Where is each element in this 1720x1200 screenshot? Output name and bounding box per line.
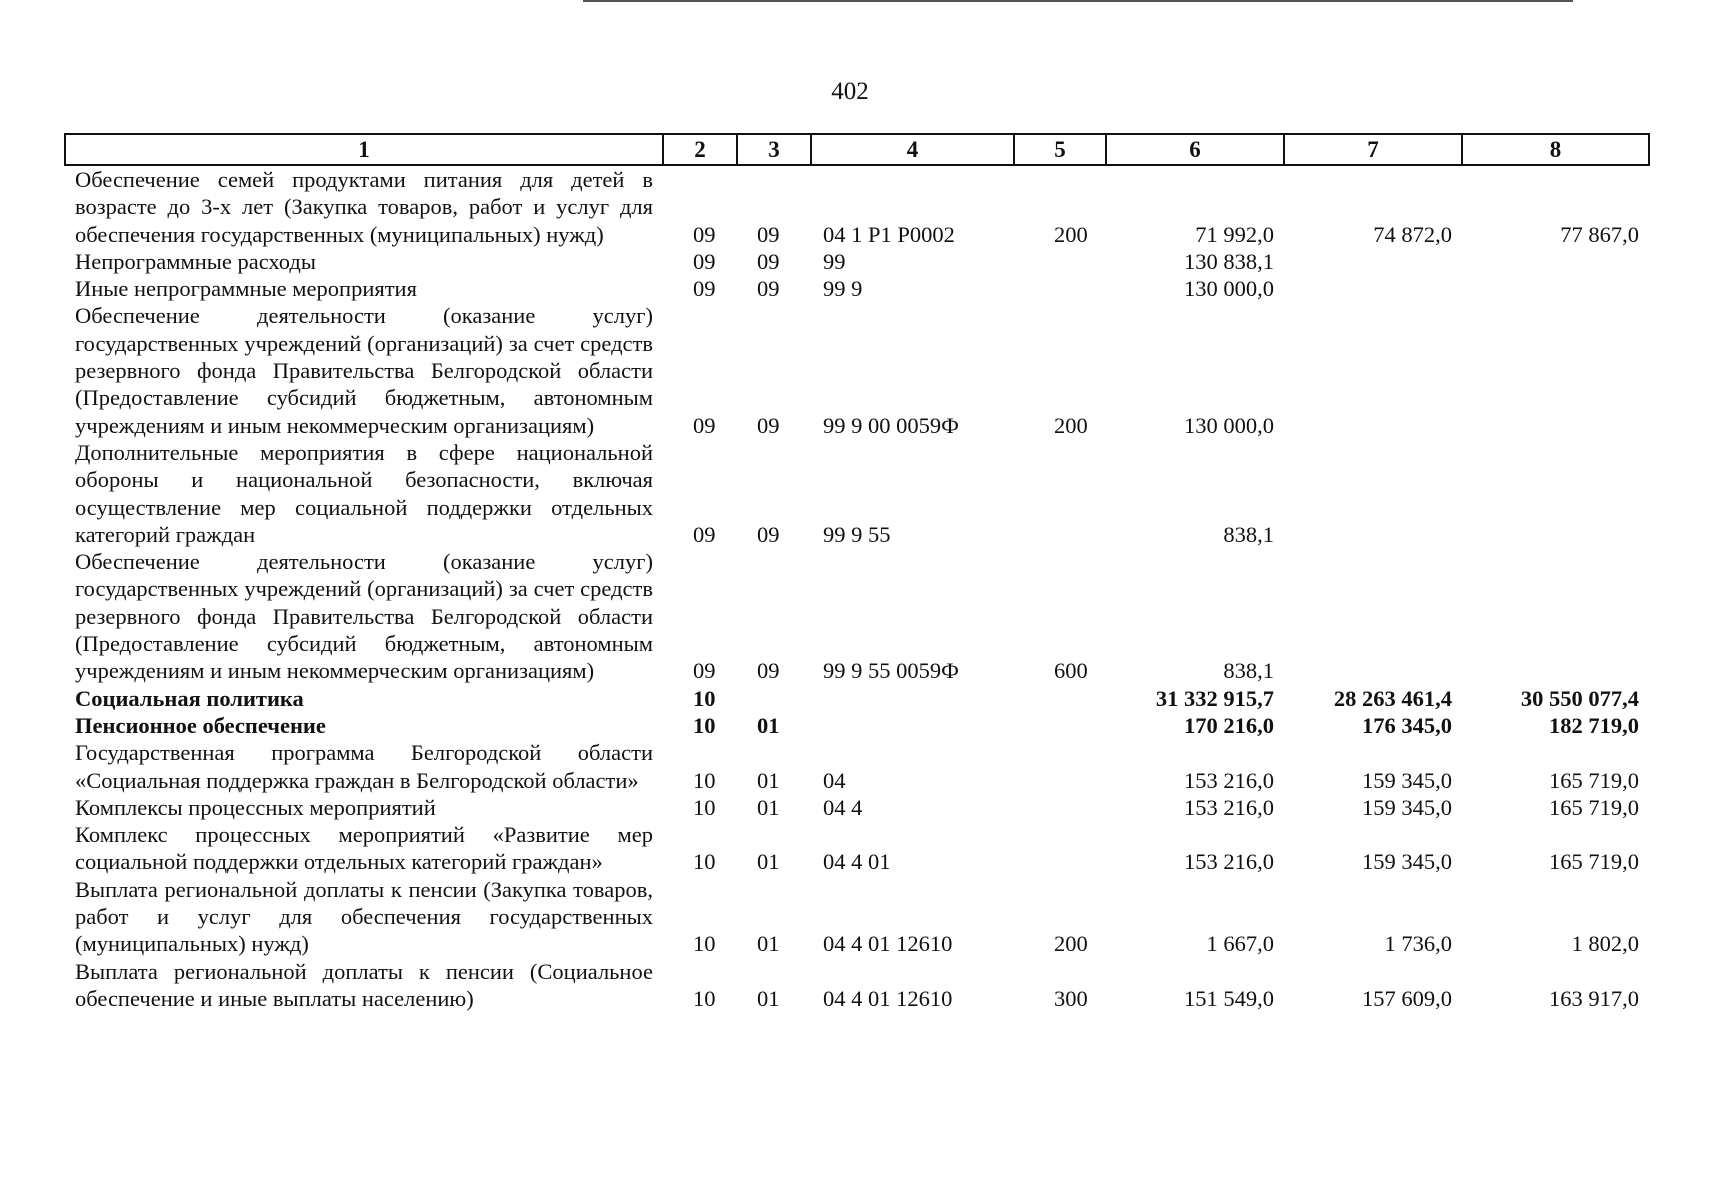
column-header: 1 xyxy=(65,134,663,165)
amount-col-6: 71 992,0 xyxy=(1195,221,1274,247)
target-article-code: 99 9 xyxy=(823,276,863,302)
target-article-code: 99 9 00 0059Ф xyxy=(823,412,959,438)
amount-col-6: 838,1 xyxy=(1223,658,1274,684)
section-code: 10 xyxy=(693,712,716,738)
row-description: Пенсионное обеспечение xyxy=(75,712,326,738)
subsection-code xyxy=(737,685,811,712)
amount-col-7: 157 609,0 xyxy=(1362,985,1452,1011)
subsection-code: 09 xyxy=(757,521,780,547)
amount-col-6: 31 332 915,7 xyxy=(1155,685,1274,711)
table-row xyxy=(65,548,1649,684)
expense-type-code xyxy=(1014,739,1106,794)
amount-col-6: 153 216,0 xyxy=(1184,794,1274,820)
amount-col-8: 77 867,0 xyxy=(1560,221,1639,247)
amount-col-7 xyxy=(1284,439,1462,548)
section-code: 09 xyxy=(693,221,716,247)
column-header: 8 xyxy=(1462,134,1649,165)
section-code: 09 xyxy=(693,412,716,438)
target-article-code: 99 9 55 0059Ф xyxy=(823,658,959,684)
row-description: Выплата региональной доплаты к пенсии (Социальное обеспечение и иные выплаты населению) xyxy=(75,958,653,1011)
amount-col-8 xyxy=(1462,248,1649,275)
expense-type-code: 200 xyxy=(1054,221,1088,247)
subsection-code: 01 xyxy=(757,712,780,738)
expense-type-code: 200 xyxy=(1054,931,1088,957)
subsection-code: 09 xyxy=(757,412,780,438)
amount-col-8 xyxy=(1462,548,1649,684)
amount-col-6: 1 667,0 xyxy=(1206,931,1274,957)
target-article-code: 04 xyxy=(823,767,846,793)
page-number: 402 xyxy=(831,78,869,105)
section-code: 10 xyxy=(693,985,716,1011)
amount-col-7 xyxy=(1284,548,1462,684)
table-row xyxy=(65,165,1649,248)
section-code: 10 xyxy=(693,767,716,793)
row-description: Комплексы процессных мероприятий xyxy=(75,794,436,820)
expense-type-code: 200 xyxy=(1054,412,1088,438)
amount-col-6: 130 000,0 xyxy=(1184,276,1274,302)
row-description: Выплата региональной доплаты к пенсии (Закупка товаров, работ и услуг для обеспечения государственных (муниципальных) нужд) xyxy=(75,876,653,957)
amount-col-7 xyxy=(1284,275,1462,302)
table-row xyxy=(65,739,1649,794)
amount-col-6: 130 000,0 xyxy=(1184,412,1274,438)
expense-type-code xyxy=(1014,248,1106,275)
amount-col-7: 159 345,0 xyxy=(1362,794,1452,820)
amount-col-6: 170 216,0 xyxy=(1184,712,1274,738)
target-article-code: 04 1 P1 P0002 xyxy=(823,221,955,247)
column-header: 2 xyxy=(663,134,737,165)
amount-col-6: 130 838,1 xyxy=(1184,248,1274,274)
subsection-code: 09 xyxy=(757,276,780,302)
amount-col-7 xyxy=(1284,302,1462,438)
subsection-code: 09 xyxy=(757,221,780,247)
amount-col-8 xyxy=(1462,302,1649,438)
table-row xyxy=(65,876,1649,958)
row-description: Обеспечение деятельности (оказание услуг) государственных учреждений (организаций) за счет средств резервного фонда Правительства Белгородской области (Предоставление субсидий бюджетным, автономным учреждениям и иным некоммерческим организациям) xyxy=(75,303,653,438)
column-header: 7 xyxy=(1284,134,1462,165)
amount-col-7: 74 872,0 xyxy=(1373,221,1452,247)
target-article-code: 04 4 xyxy=(823,794,863,820)
table-row xyxy=(65,439,1649,548)
expense-type-code xyxy=(1014,821,1106,876)
amount-col-7: 28 263 461,4 xyxy=(1333,685,1452,711)
table-row xyxy=(65,794,1649,821)
section-code: 10 xyxy=(693,849,716,875)
section-code: 09 xyxy=(693,521,716,547)
amount-col-6: 151 549,0 xyxy=(1184,985,1274,1011)
amount-col-8: 1 802,0 xyxy=(1571,931,1639,957)
subsection-code: 09 xyxy=(757,658,780,684)
amount-col-8: 163 917,0 xyxy=(1549,985,1639,1011)
column-header: 6 xyxy=(1106,134,1284,165)
amount-col-6: 838,1 xyxy=(1223,521,1274,547)
column-header: 4 xyxy=(811,134,1014,165)
target-article-code xyxy=(811,685,1014,712)
row-description: Комплекс процессных мероприятий «Развитие мер социальной поддержки отдельных категорий граждан» xyxy=(75,822,653,875)
table-row xyxy=(65,685,1649,712)
table-body xyxy=(65,165,1649,1012)
amount-col-8 xyxy=(1462,439,1649,548)
expense-type-code xyxy=(1014,794,1106,821)
expense-type-code xyxy=(1014,275,1106,302)
amount-col-8: 165 719,0 xyxy=(1549,794,1639,820)
amount-col-7: 176 345,0 xyxy=(1362,712,1452,738)
target-article-code xyxy=(811,712,1014,739)
amount-col-7: 1 736,0 xyxy=(1384,931,1452,957)
subsection-code: 01 xyxy=(757,767,780,793)
row-description: Государственная программа Белгородской области «Социальная поддержка граждан в Белгородской области» xyxy=(75,740,653,793)
target-article-code: 99 xyxy=(823,248,846,274)
amount-col-6: 153 216,0 xyxy=(1184,767,1274,793)
amount-col-8 xyxy=(1462,275,1649,302)
table-row xyxy=(65,712,1649,739)
expense-type-code xyxy=(1014,439,1106,548)
row-description: Социальная политика xyxy=(75,685,304,711)
amount-col-8: 30 550 077,4 xyxy=(1520,685,1639,711)
row-description: Дополнительные мероприятия в сфере национальной обороны и национальной безопасности, включая осуществление мер социальной поддержки отдельных категорий граждан xyxy=(75,439,653,547)
column-header: 3 xyxy=(737,134,811,165)
amount-col-7: 159 345,0 xyxy=(1362,849,1452,875)
column-header: 5 xyxy=(1014,134,1106,165)
subsection-code: 01 xyxy=(757,931,780,957)
column-header-row xyxy=(65,134,1649,165)
subsection-code: 01 xyxy=(757,985,780,1011)
budget-table xyxy=(64,133,1650,1012)
table-row xyxy=(65,302,1649,438)
table-row xyxy=(65,958,1649,1013)
amount-col-6: 153 216,0 xyxy=(1184,849,1274,875)
amount-col-8: 165 719,0 xyxy=(1549,849,1639,875)
table-row xyxy=(65,275,1649,302)
target-article-code: 99 9 55 xyxy=(823,521,891,547)
expense-type-code xyxy=(1014,685,1106,712)
table-row xyxy=(65,821,1649,876)
table-row xyxy=(65,248,1649,275)
subsection-code: 09 xyxy=(757,248,780,274)
row-description: Иные непрограммные мероприятия xyxy=(75,276,417,302)
top-rule xyxy=(583,0,1573,2)
section-code: 09 xyxy=(693,248,716,274)
expense-type-code: 600 xyxy=(1054,658,1088,684)
target-article-code: 04 4 01 xyxy=(823,849,891,875)
section-code: 10 xyxy=(693,794,716,820)
section-code: 10 xyxy=(693,931,716,957)
subsection-code: 01 xyxy=(757,794,780,820)
expense-type-code xyxy=(1014,712,1106,739)
amount-col-7 xyxy=(1284,248,1462,275)
row-description: Обеспечение деятельности (оказание услуг) государственных учреждений (организаций) за счет средств резервного фонда Правительства Белгородской области (Предоставление субсидий бюджетным, автономным учреждениям и иным некоммерческим организациям) xyxy=(75,549,653,684)
target-article-code: 04 4 01 12610 xyxy=(823,931,953,957)
amount-col-8: 165 719,0 xyxy=(1549,767,1639,793)
section-code: 10 xyxy=(693,685,716,711)
amount-col-7: 159 345,0 xyxy=(1362,767,1452,793)
section-code: 09 xyxy=(693,658,716,684)
subsection-code: 01 xyxy=(757,849,780,875)
expense-type-code: 300 xyxy=(1054,985,1088,1011)
row-description: Обеспечение семей продуктами питания для детей в возрасте до 3-х лет (Закупка товаров, работ и услуг для обеспечения государственных (муниципальных) нужд) xyxy=(75,167,653,247)
amount-col-8: 182 719,0 xyxy=(1549,712,1639,738)
row-description: Непрограммные расходы xyxy=(75,248,316,274)
target-article-code: 04 4 01 12610 xyxy=(823,985,953,1011)
section-code: 09 xyxy=(693,276,716,302)
